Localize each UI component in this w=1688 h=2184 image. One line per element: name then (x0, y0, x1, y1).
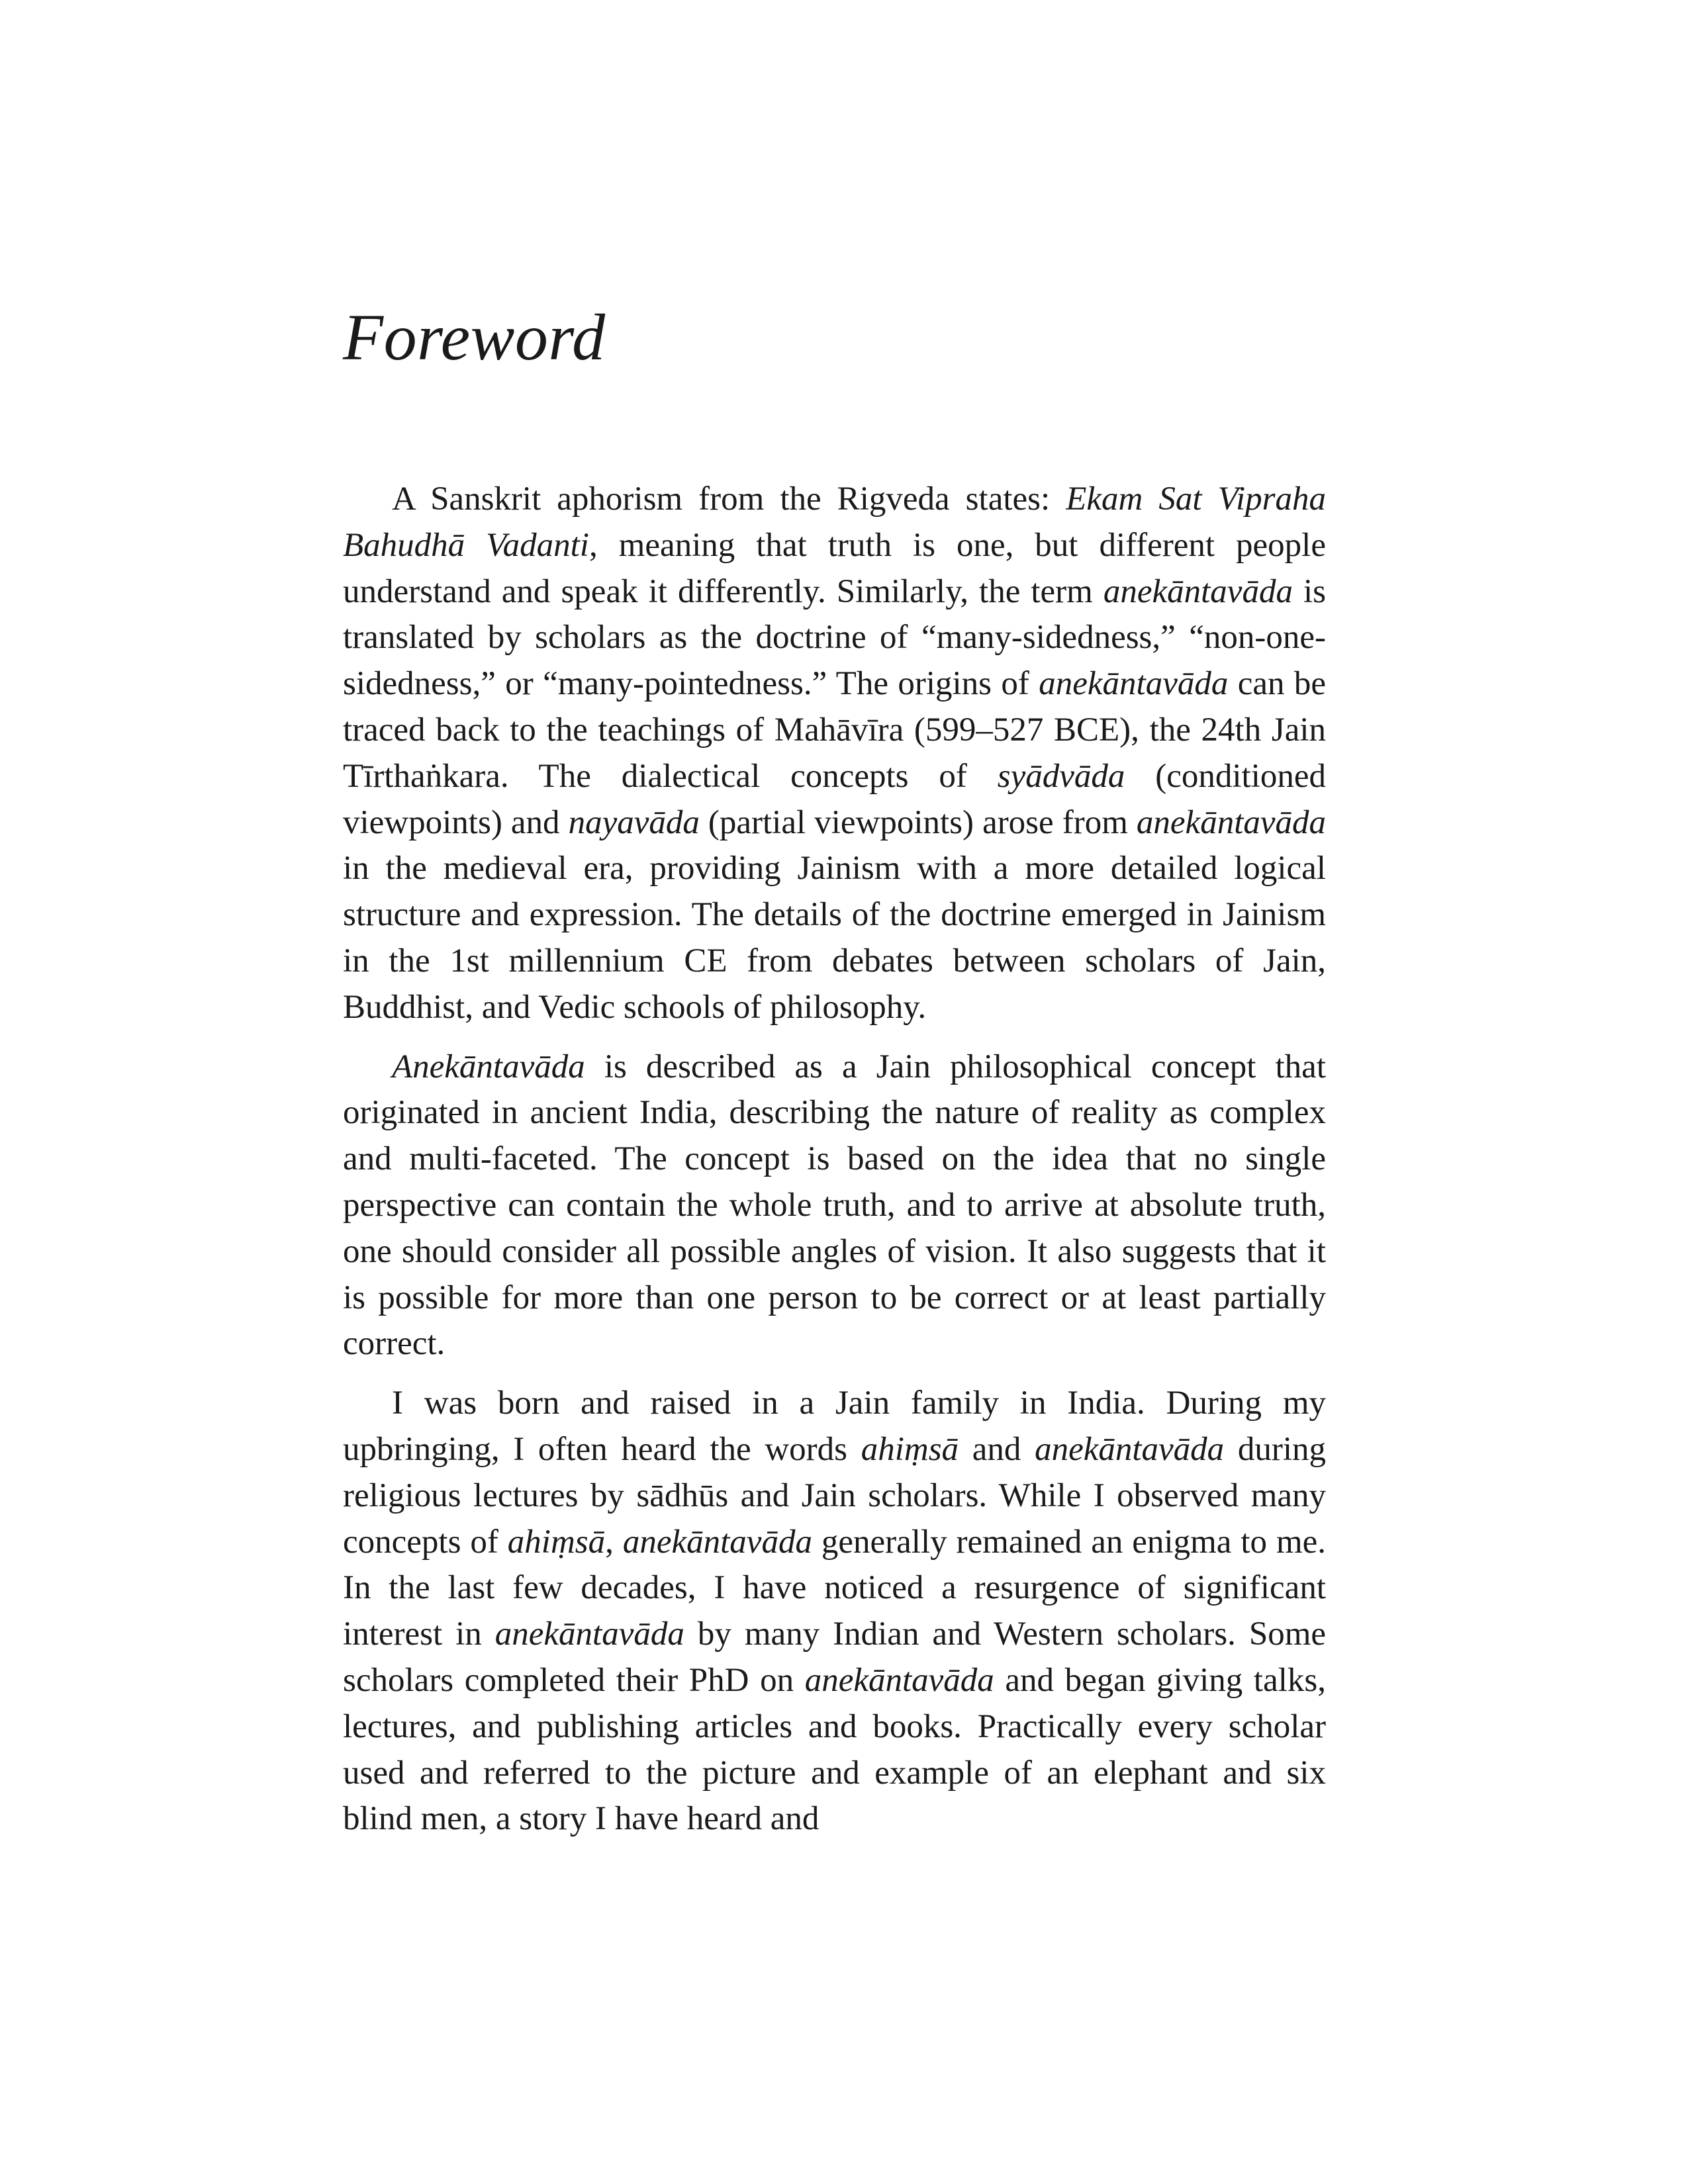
italic-term: anekāntavāda (622, 1523, 812, 1561)
text-run: during religious lectures by sādhūs and Jain scholars. While I observed many concepts of (343, 1430, 1326, 1561)
text-run: (partial viewpoints) arose from (699, 803, 1137, 841)
italic-term: anekāntavāda (1103, 572, 1293, 610)
text-run: is translated by scholars as the doctrine of “many-sidedness,” “non-one-sidedness,” or “many-pointedness.” The origins of (343, 572, 1326, 703)
italic-term: nayavāda (568, 803, 700, 841)
text-run: , (605, 1523, 623, 1561)
text-run: in the medieval era, providing Jainism with a more detailed logical structure and expression. The details of the doctrine emerged in Jainism in the 1st millennium CE from debates between scholars of Jain, Buddhist, and Vedic schools of philosophy. (343, 850, 1326, 1026)
italic-term: ahiṃsā (861, 1430, 959, 1468)
chapter-title: Foreword (343, 300, 606, 374)
italic-term: ahiṃsā (507, 1523, 606, 1561)
text-run: can be traced back to the teachings of Mahāvīra (599–527 BCE), the 24th Jain Tīrthaṅkara. The dialectical concepts of (343, 665, 1326, 795)
paragraph (343, 1381, 1326, 1843)
text-run: A Sanskrit aphorism from the Rigveda states: (392, 480, 1066, 518)
text-run: (conditioned viewpoints) and (343, 757, 1327, 841)
italic-term: anekāntavāda (1035, 1430, 1225, 1468)
italic-term: anekāntavāda (1136, 803, 1326, 841)
italic-term: anekāntavāda (1039, 665, 1229, 703)
body-text (343, 477, 1326, 1856)
italic-term: anekāntavāda (494, 1615, 684, 1653)
italic-term: syādvāda (997, 757, 1125, 795)
text-run: and began giving talks, lectures, and publishing articles and books. Practically every scholar used and referred to the picture and example of an elephant and six blind men, a story I have heard and (343, 1661, 1326, 1838)
italic-term: Ekam Sat Vipraha Bahudhā Vadanti (343, 480, 1326, 564)
italic-term: anekāntavāda (804, 1661, 994, 1699)
text-run: is described as a Jain philosophical concept that originated in ancient India, describing the nature of reality as complex and multi-faceted. The concept is based on the idea that no single perspective can contain the whole truth, and to arrive at absolute truth, one should consider all possible angles of vision. It also suggests that it is possible for more than one person to be correct or at least partially correct. (343, 1048, 1326, 1363)
italic-term: Anekāntavāda (392, 1048, 585, 1085)
text-run: by many Indian and Western scholars. Some scholars completed their PhD on (343, 1615, 1326, 1699)
text-run: generally remained an enigma to me. In the last few decades, I have noticed a resurgence of significant interest in (343, 1523, 1327, 1653)
paragraph (343, 1044, 1326, 1368)
paragraph (343, 477, 1326, 1031)
text-run: , meaning that truth is one, but different people understand and speak it differently. Similarly, the term (343, 526, 1326, 610)
text-run: and (959, 1430, 1035, 1468)
text-run: I was born and raised in a Jain family in India. During my upbringing, I often heard the words (343, 1385, 1326, 1468)
